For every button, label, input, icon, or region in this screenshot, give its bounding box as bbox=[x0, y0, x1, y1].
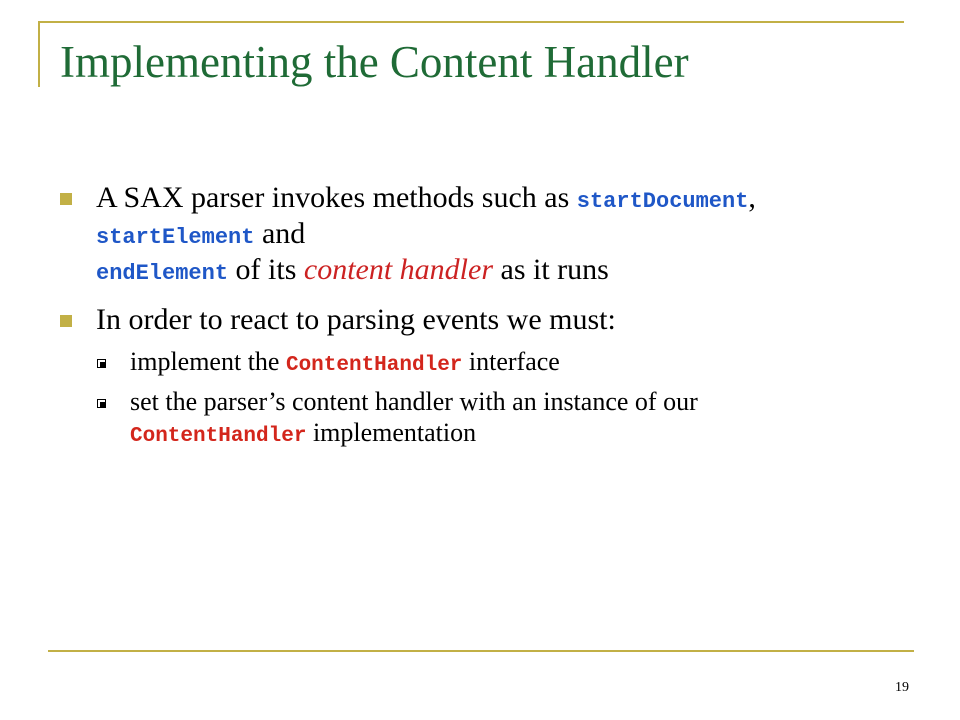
code-end-element: endElement bbox=[96, 261, 229, 286]
slide-content bbox=[60, 180, 910, 450]
sub-bullet-text: implement the bbox=[130, 347, 286, 376]
bullet-text: of its bbox=[228, 253, 304, 286]
bullet-text: , bbox=[748, 181, 756, 214]
code-start-document: startDocument bbox=[576, 189, 749, 214]
square-bullet-icon bbox=[60, 315, 72, 327]
bullet-react-to-events bbox=[60, 302, 910, 338]
code-content-handler: ContentHandler bbox=[130, 425, 307, 449]
checkbox-bullet-icon bbox=[97, 359, 106, 368]
bullet-text: as it runs bbox=[493, 253, 609, 286]
checkbox-bullet-icon bbox=[97, 399, 106, 408]
code-start-element: startElement bbox=[96, 225, 255, 250]
bullet-text: In order to react to parsing events we must: bbox=[96, 303, 616, 336]
page-number: 19 bbox=[895, 680, 909, 695]
code-content-handler: ContentHandler bbox=[285, 354, 463, 377]
bullet-text: and bbox=[254, 217, 306, 250]
sub-bullet-set-handler bbox=[60, 386, 910, 449]
slide-title: Implementing the Content Handler bbox=[60, 37, 689, 87]
sub-bullet-list bbox=[60, 346, 910, 450]
sub-bullet-text: set the parser’s content handler with an instance of our bbox=[130, 387, 698, 417]
bullet-sax-parser bbox=[60, 180, 910, 288]
sub-bullet-implement-interface bbox=[60, 346, 910, 378]
bottom-decorative-line bbox=[48, 650, 914, 652]
sub-bullet-text: interface bbox=[462, 347, 560, 376]
square-bullet-icon bbox=[60, 193, 72, 205]
bullet-text: A SAX parser invokes methods such as bbox=[96, 181, 577, 214]
left-decorative-line bbox=[38, 21, 40, 87]
content-handler-emphasis: content handler bbox=[303, 253, 494, 286]
sub-bullet-text: implementation bbox=[306, 418, 477, 448]
top-decorative-line bbox=[38, 21, 904, 23]
